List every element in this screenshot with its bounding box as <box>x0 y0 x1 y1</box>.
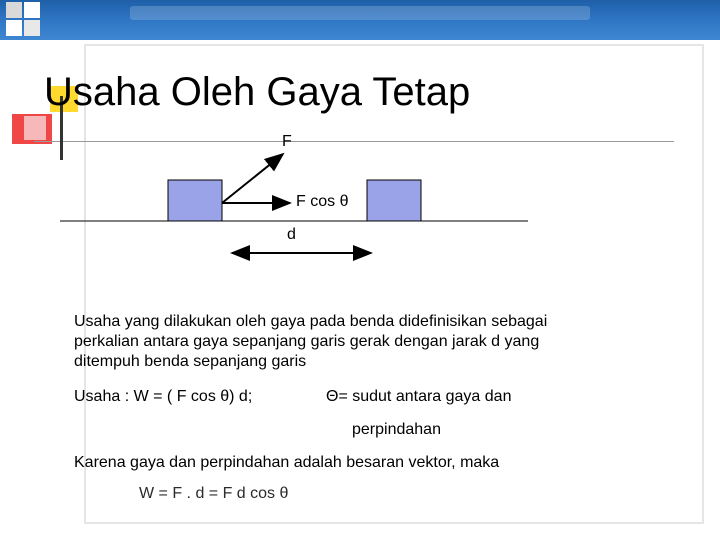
block-initial <box>168 180 222 221</box>
vector-note: Karena gaya dan perpindahan adalah besaran vektor, maka <box>74 454 500 471</box>
force-label: F <box>282 133 292 150</box>
definition-text: Usaha yang dilakukan oleh gaya pada benda didefinisikan sebagai perkalian antara gaya sepanjang garis gerak dengan jarak d yang ditempuh benda sepanjang garis <box>74 313 548 370</box>
force-component-label: F cos θ <box>296 193 349 210</box>
displacement-label: d <box>287 226 296 243</box>
work-formula: Usaha : W = ( F cos θ) d; <box>74 388 253 405</box>
final-formula: W = F . d = F d cos θ <box>139 485 289 502</box>
block-final <box>367 180 421 221</box>
theta-note-continued: perpindahan <box>352 421 441 438</box>
theta-note: Θ= sudut antara gaya dan <box>326 388 512 405</box>
force-arrow <box>222 154 283 203</box>
slide-title: Usaha Oleh Gaya Tetap <box>44 70 471 114</box>
